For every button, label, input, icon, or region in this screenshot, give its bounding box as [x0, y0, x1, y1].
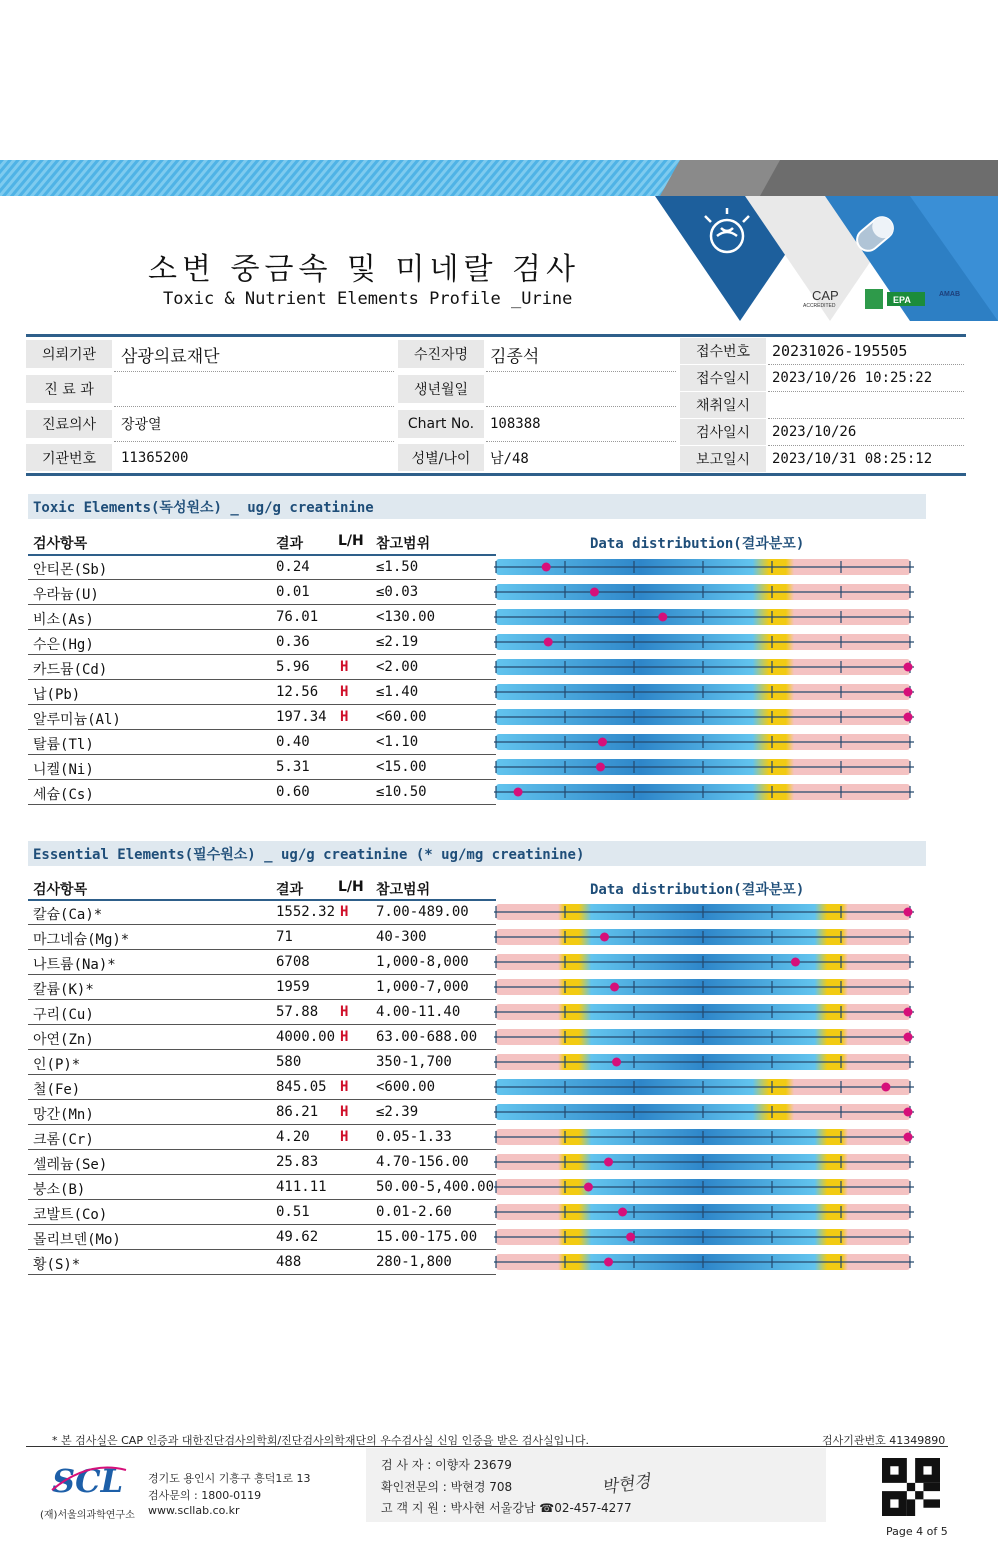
distribution-bar [494, 580, 914, 605]
result-value: 411.11 [276, 1179, 327, 1195]
result-value: 5.96 [276, 659, 310, 675]
reference-range: 40-300 [376, 929, 427, 945]
result-value: 4000.00 [276, 1029, 336, 1045]
item-name: 세슘(Cs) [33, 787, 94, 803]
lab-phone: 검사문의 : 1800-0119 [148, 1489, 262, 1502]
distribution-bar [494, 730, 914, 755]
distribution-bar [494, 975, 914, 1000]
table-row [28, 1050, 496, 1075]
col-lh: L/H [338, 879, 364, 895]
item-name: 니켈(Ni) [33, 762, 94, 778]
department-label: 진 료 과 [26, 375, 112, 403]
result-value: 49.62 [276, 1229, 319, 1245]
lab-address: 경기도 용인시 기흥구 흥덕1로 13 [148, 1472, 311, 1485]
reference-range: 280-1,800 [376, 1254, 452, 1270]
table-row [28, 1250, 496, 1275]
toxic-distribution-title: Data distribution(결과분포) [590, 536, 805, 552]
distribution-bar [494, 950, 914, 975]
scl-logo-swoosh [48, 1460, 128, 1500]
result-marker [904, 1133, 913, 1142]
col-range: 참고범위 [376, 882, 431, 898]
result-marker [584, 1183, 593, 1192]
receipt-dt-value: 2023/10/26 10:25:22 [772, 370, 933, 386]
lh-flag: H [340, 1004, 349, 1020]
reference-range: 15.00-175.00 [376, 1229, 478, 1245]
amab-badge: AMAB [939, 291, 960, 298]
result-value: 0.24 [276, 559, 310, 575]
distribution-bar [494, 1175, 914, 1200]
receipt-no-value: 20231026-195505 [772, 342, 908, 360]
reference-range: <1.10 [376, 734, 419, 750]
result-marker [881, 1083, 890, 1092]
patient-label: 수진자명 [398, 340, 484, 368]
result-value: 1959 [276, 979, 310, 995]
result-marker [612, 1058, 621, 1067]
table-row [28, 680, 496, 705]
toxic-section-title: Toxic Elements(독성원소) _ ug/g creatinine [28, 494, 926, 519]
scl-logo: SCL [52, 1462, 124, 1500]
reference-range: ≤2.19 [376, 634, 419, 650]
result-marker [604, 1158, 613, 1167]
reference-range: 1,000-8,000 [376, 954, 469, 970]
table-row [28, 1150, 496, 1175]
col-lh: L/H [338, 533, 364, 549]
distribution-bar [494, 655, 914, 680]
col-result: 결과 [276, 536, 304, 552]
item-name: 인(P)* [33, 1057, 81, 1073]
table-row [28, 950, 496, 975]
dob-label: 생년월일 [398, 375, 484, 403]
item-name: 탈륨(Tl) [33, 737, 94, 753]
reference-range: 0.01-2.60 [376, 1204, 452, 1220]
result-marker [604, 1258, 613, 1267]
result-marker [610, 983, 619, 992]
item-name: 아연(Zn) [33, 1032, 94, 1048]
reference-range: ≤2.39 [376, 1104, 419, 1120]
table-row [28, 1225, 496, 1250]
distribution-bar [494, 1150, 914, 1175]
tester: 검 사 자 : 이향자 23679 [381, 1458, 512, 1472]
cap-sub-badge: ACCREDITED [803, 303, 836, 309]
distribution-bar [494, 680, 914, 705]
item-name: 황(S)* [33, 1257, 81, 1273]
result-marker [544, 638, 553, 647]
distribution-bar [494, 1025, 914, 1050]
table-row [28, 1100, 496, 1125]
result-marker [904, 713, 913, 722]
result-value: 71 [276, 929, 293, 945]
reference-range: 0.05-1.33 [376, 1129, 452, 1145]
distribution-bar [494, 780, 914, 805]
result-marker [904, 663, 913, 672]
table-row [28, 900, 496, 925]
lh-flag: H [340, 684, 349, 700]
doctor-label: 진료의사 [26, 410, 112, 438]
reference-range: 4.00-11.40 [376, 1004, 461, 1020]
distribution-bar [494, 1250, 914, 1275]
specialist: 확인전문의 : 박현경 708 [381, 1480, 513, 1494]
patient-value: 김종석 [490, 346, 540, 367]
lh-flag: H [340, 1104, 349, 1120]
distribution-bar [494, 1100, 914, 1125]
sex-age-label: 성별/나이 [398, 444, 484, 471]
lab-website[interactable]: www.scllab.co.kr [148, 1504, 240, 1517]
toxic-table-header [28, 530, 498, 554]
result-value: 0.36 [276, 634, 310, 650]
table-row [28, 555, 496, 580]
distribution-bar [494, 1125, 914, 1150]
table-row [28, 1025, 496, 1050]
lh-flag: H [340, 659, 349, 675]
cap-badge: CAP [812, 288, 839, 303]
table-row [28, 630, 496, 655]
item-name: 안티몬(Sb) [33, 562, 108, 578]
test-dt-label: 검사일시 [680, 419, 766, 445]
table-row [28, 1075, 496, 1100]
item-name: 철(Fe) [33, 1082, 81, 1098]
col-item: 검사항목 [33, 882, 88, 898]
item-name: 수은(Hg) [33, 637, 94, 653]
essential-section-title: Essential Elements(필수원소) _ ug/g creatinine (* ug/mg creatinine) [28, 841, 926, 866]
table-row [28, 975, 496, 1000]
result-value: 0.51 [276, 1204, 310, 1220]
inst-no-value: 11365200 [121, 449, 189, 466]
notice-text: * 본 검사실은 CAP 인증과 대한진단검사의학회/진단검사의학재단의 우수검사실 신임 인증을 받은 검사실입니다. [52, 1434, 590, 1447]
reference-range: 1,000-7,000 [376, 979, 469, 995]
essential-table-header [28, 876, 498, 900]
col-item: 검사항목 [33, 536, 88, 552]
result-value: 4.20 [276, 1129, 310, 1145]
reference-range: 4.70-156.00 [376, 1154, 469, 1170]
test-dt-value: 2023/10/26 [772, 424, 857, 440]
lab-reg-no: 검사기관번호 41349890 [822, 1434, 946, 1447]
result-value: 25.83 [276, 1154, 319, 1170]
table-row [28, 605, 496, 630]
result-value: 845.05 [276, 1079, 327, 1095]
distribution-bar [494, 705, 914, 730]
distribution-bar [494, 555, 914, 580]
distribution-bar [494, 755, 914, 780]
distribution-bar [494, 1075, 914, 1100]
table-row [28, 925, 496, 950]
table-row [28, 780, 496, 805]
item-name: 알루미늄(Al) [33, 712, 121, 728]
lh-flag: H [340, 709, 349, 725]
result-marker [596, 763, 605, 772]
lab-name: (재)서울의과학연구소 [40, 1510, 135, 1521]
result-marker [542, 563, 551, 572]
item-name: 칼슘(Ca)* [33, 907, 103, 923]
lmi-logo [865, 289, 883, 309]
epa-badge: EPA [893, 295, 911, 305]
result-value: 580 [276, 1054, 302, 1070]
reference-range: 7.00-489.00 [376, 904, 469, 920]
distribution-bar [494, 900, 914, 925]
receipt-no-label: 접수번호 [680, 338, 766, 364]
sex-age-value: 남/48 [490, 450, 529, 467]
reference-range: 350-1,700 [376, 1054, 452, 1070]
result-value: 488 [276, 1254, 302, 1270]
result-value: 0.01 [276, 584, 310, 600]
result-marker [618, 1208, 627, 1217]
result-marker [904, 1108, 913, 1117]
col-range: 참고범위 [376, 536, 431, 552]
result-marker [598, 738, 607, 747]
item-name: 납(Pb) [33, 687, 81, 703]
reference-range: <15.00 [376, 759, 427, 775]
distribution-bar [494, 1050, 914, 1075]
table-row [28, 705, 496, 730]
collect-dt-label: 채취일시 [680, 392, 766, 418]
table-row [28, 580, 496, 605]
lh-flag: H [340, 1129, 349, 1145]
lh-flag: H [340, 1079, 349, 1095]
result-marker [904, 1008, 913, 1017]
reference-range: <600.00 [376, 1079, 436, 1095]
page-number: Page 4 of 5 [886, 1525, 948, 1538]
item-name: 몰리브덴(Mo) [33, 1232, 121, 1248]
result-value: 76.01 [276, 609, 319, 625]
result-value: 5.31 [276, 759, 310, 775]
patient-info-block [26, 334, 966, 476]
item-name: 카드뮴(Cd) [33, 662, 108, 678]
result-value: 0.40 [276, 734, 310, 750]
reference-range: ≤0.03 [376, 584, 419, 600]
result-marker [514, 788, 523, 797]
reference-range: <130.00 [376, 609, 436, 625]
report-title-ko: 소변 중금속 및 미네랄 검사 [148, 252, 580, 287]
item-name: 붕소(B) [33, 1182, 86, 1198]
table-row [28, 1200, 496, 1225]
header-banner [0, 160, 998, 196]
lh-flag: H [340, 1029, 349, 1045]
receipt-dt-label: 접수일시 [680, 365, 766, 391]
lh-flag: H [340, 904, 349, 920]
item-name: 크롬(Cr) [33, 1132, 94, 1148]
item-name: 마그네슘(Mg)* [33, 932, 130, 948]
item-name: 나트륨(Na)* [33, 957, 116, 973]
corner-graphic [655, 196, 998, 321]
doctor-value: 장광열 [121, 417, 162, 433]
chart-no-value: 108388 [490, 416, 541, 432]
table-row [28, 655, 496, 680]
result-value: 12.56 [276, 684, 319, 700]
report-dt-label: 보고일시 [680, 446, 766, 472]
item-name: 망간(Mn) [33, 1107, 94, 1123]
reference-range: 63.00-688.00 [376, 1029, 478, 1045]
reference-range: ≤1.40 [376, 684, 419, 700]
result-marker [904, 908, 913, 917]
result-marker [658, 613, 667, 622]
table-row [28, 755, 496, 780]
customer-support: 고 객 지 원 : 박사현 서울강남 ☎02-457-4277 [381, 1501, 632, 1515]
result-marker [904, 1033, 913, 1042]
inst-no-label: 기관번호 [26, 444, 112, 471]
item-name: 구리(Cu) [33, 1007, 94, 1023]
result-value: 1552.32 [276, 904, 336, 920]
result-value: 6708 [276, 954, 310, 970]
chart-no-label: Chart No. [398, 410, 484, 438]
distribution-bar [494, 1000, 914, 1025]
essential-distribution-title: Data distribution(결과분포) [590, 882, 805, 898]
result-value: 197.34 [276, 709, 327, 725]
item-name: 비소(As) [33, 612, 94, 628]
report-dt-value: 2023/10/31 08:25:12 [772, 451, 933, 467]
result-marker [600, 933, 609, 942]
table-row [28, 1175, 496, 1200]
item-name: 우라늄(U) [33, 587, 99, 603]
result-marker [791, 958, 800, 967]
distribution-bar [494, 605, 914, 630]
reference-range: 50.00-5,400.00 [376, 1179, 495, 1195]
result-value: 57.88 [276, 1004, 319, 1020]
distribution-bar [494, 925, 914, 950]
table-row [28, 1000, 496, 1025]
distribution-bar [494, 1225, 914, 1250]
report-title-en: Toxic & Nutrient Elements Profile _Urine [163, 289, 573, 309]
reference-range: <2.00 [376, 659, 419, 675]
result-value: 0.60 [276, 784, 310, 800]
institution-label: 의뢰기관 [26, 340, 112, 368]
reference-range: ≤1.50 [376, 559, 419, 575]
reference-range: <60.00 [376, 709, 427, 725]
table-row [28, 730, 496, 755]
distribution-bar [494, 1200, 914, 1225]
result-marker [626, 1233, 635, 1242]
result-marker [590, 588, 599, 597]
table-row [28, 1125, 496, 1150]
result-value: 86.21 [276, 1104, 319, 1120]
item-name: 코발트(Co) [33, 1207, 108, 1223]
reference-range: ≤10.50 [376, 784, 427, 800]
signature: 박현경 [600, 1471, 652, 1499]
item-name: 셀레늄(Se) [33, 1157, 108, 1173]
col-result: 결과 [276, 882, 304, 898]
result-marker [904, 688, 913, 697]
item-name: 칼륨(K)* [33, 982, 94, 998]
distribution-bar [494, 630, 914, 655]
institution-value: 삼광의료재단 [121, 346, 220, 367]
qr-code-icon [882, 1458, 940, 1516]
